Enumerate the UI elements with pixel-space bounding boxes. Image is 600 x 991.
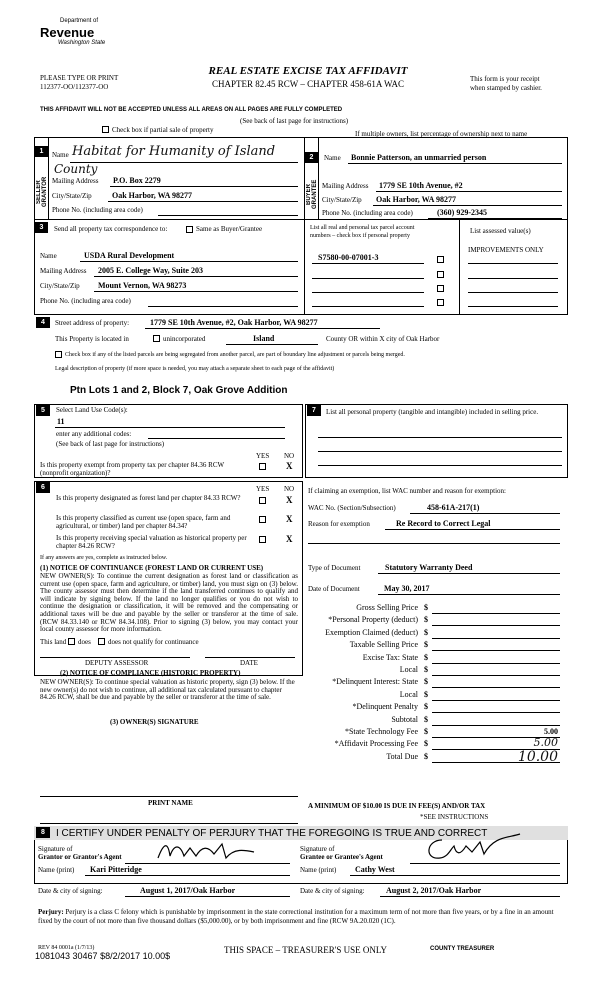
segregated-label: Check box if any of the listed parcels are being segregated from another parcel, are part of boundary line adjustment or parcels being merged. (65, 352, 405, 358)
section-2-badge: 2 (305, 152, 318, 163)
wac-line (410, 513, 560, 514)
buyer-name-line (348, 163, 562, 164)
seller-side-label: SELLER GRANTOR (36, 176, 48, 208)
wac-number[interactable]: 458-61A-217(1) (427, 503, 480, 512)
deputy-date-label: DATE (240, 659, 258, 667)
receipt-note-2: when stamped by cashier. (470, 84, 542, 92)
doc-date[interactable]: May 30, 2017 (384, 584, 430, 593)
print-note: PLEASE TYPE OR PRINT (40, 74, 119, 82)
partial-sale-checkbox[interactable] (102, 126, 109, 133)
buyer-mail[interactable]: 1779 SE 10th Avenue, #2 (379, 181, 463, 190)
perjury-title: Perjury: (38, 908, 64, 916)
historic-question: Is this property receiving special valuation as historical property per chapter 84.26 RCW? (56, 534, 247, 550)
grantee-date[interactable]: August 2, 2017/Oak Harbor (386, 886, 482, 895)
parcel-personal-checkbox-3[interactable] (437, 285, 444, 292)
fee-value[interactable]: 5.00 (544, 727, 558, 736)
owner-sig-line (40, 796, 298, 797)
fee-currency: $ (424, 615, 428, 624)
grantee-agent-label: Grantee or Grantee's Agent (300, 853, 383, 861)
corr-name-line (80, 261, 298, 262)
assessed-line-3 (468, 292, 558, 293)
fee-label: Local (399, 665, 418, 674)
assessed-line-2 (468, 278, 558, 279)
parcel-personal-checkbox-1[interactable] (437, 256, 444, 263)
fee-line (432, 663, 560, 664)
corr-mail-label: Mailing Address (40, 267, 87, 275)
fee-label: Total Due (386, 752, 418, 761)
fee-value[interactable]: 10.00 (517, 749, 558, 765)
fee-line (432, 613, 560, 614)
seller-phone-line (158, 215, 298, 216)
grantee-name-line (350, 875, 560, 876)
s6-no-header: NO (284, 485, 295, 493)
form-subtitle: CHAPTER 82.45 RCW – CHAPTER 458-61A WAC (212, 79, 404, 89)
fee-currency: $ (424, 690, 428, 699)
seller-phone-label: Phone No. (including area code) (52, 206, 143, 214)
grantor-date[interactable]: August 1, 2017/Oak Harbor (140, 886, 236, 895)
corr-city[interactable]: Mount Vernon, WA 98273 (98, 281, 187, 290)
personal-property-label: List all personal property (tangible and intangible) included in selling price. (326, 408, 539, 416)
county-line (226, 344, 318, 345)
logo-main: Revenue (40, 25, 95, 40)
land-label: This land (40, 638, 67, 646)
fee-line (432, 650, 560, 651)
fee-label: *Delinquent Interest: State (332, 677, 418, 686)
doc-type-line (378, 573, 560, 574)
grantor-name-line (85, 875, 290, 876)
fee-currency: $ (424, 739, 428, 748)
fee-currency: $ (424, 640, 428, 649)
seller-name-line (70, 162, 298, 163)
personal-property-line-1 (318, 437, 562, 438)
fee-label: Exemption Claimed (deduct) (325, 628, 418, 637)
street-label: Street address of property: (55, 319, 130, 327)
parcel-personal-checkbox-4[interactable] (437, 299, 444, 306)
perjury-text: Perjury is a class C felony which is punishable by imprisonment in the state correctional institution for a maximum term of not more than five years, or by a fine in an amount fixed by the court of not more than five thousand dollars ($5,000.00), or by both imprisonment and fine (RCW 9A.20.020 (1C). (38, 908, 554, 925)
exempt-question: Is this property exempt from property tax per chapter 84.36 RCW (nonprofit organization)? (40, 461, 224, 477)
seller-name-cont[interactable]: County (54, 162, 98, 176)
exempt-yes-checkbox[interactable] (259, 463, 266, 470)
parcel-line-2 (312, 278, 424, 279)
section-3-badge: 3 (35, 222, 48, 233)
unincorporated-label: unincorporated (163, 335, 206, 343)
grantee-name-label: Name (print) (300, 866, 337, 874)
assessed-line-1 (468, 263, 558, 264)
fee-currency: $ (424, 603, 428, 612)
assessed-label: List assessed value(s) (470, 227, 531, 235)
corr-mail-line (94, 276, 298, 277)
s5-yes-header: YES (256, 452, 270, 460)
seller-mail-label: Mailing Address (52, 177, 99, 185)
grantor-agent-label: Grantor or Grantor's Agent (38, 853, 122, 861)
deputy-date-line (205, 657, 295, 658)
buyer-side-label: BUYER GRANTEE (306, 179, 318, 209)
fee-currency: $ (424, 727, 428, 736)
parcel-header-2: numbers – check box if personal property (310, 233, 410, 239)
parcel-personal-checkbox-2[interactable] (437, 271, 444, 278)
land-use-line (55, 427, 285, 428)
reason-line (385, 529, 560, 530)
seller-mail-line (110, 186, 298, 187)
improvements-label: IMPROVEMENTS ONLY (468, 246, 544, 254)
s6-instruction-note: If any answers are yes, complete as instructed below. (40, 555, 168, 561)
grantor-sig-label: Signature of (38, 845, 73, 853)
grantee-date-line (380, 896, 560, 897)
fee-label: *Delinquent Penalty (352, 702, 418, 711)
section-5-badge: 5 (36, 405, 50, 416)
see-instructions-note: *SEE INSTRUCTIONS (420, 813, 489, 821)
grantee-name[interactable]: Cathy West (355, 865, 395, 874)
buyer-phone[interactable]: (360) 929-2345 (437, 208, 487, 217)
corr-phone-line (148, 306, 298, 307)
historic-no-mark[interactable]: X (286, 534, 293, 544)
parcel-line-1 (312, 263, 424, 264)
land-not-qualify-label: does not qualify for continuance (108, 638, 199, 646)
section-4-badge: 4 (36, 317, 50, 328)
corr-city-label: City/State/Zip (40, 282, 80, 290)
grantor-date-line (125, 896, 290, 897)
parcel-line-3 (312, 292, 424, 293)
fee-currency: $ (424, 752, 428, 761)
minimum-due-note: A MINIMUM OF $10.00 IS DUE IN FEE(S) AND/OR TAX (308, 802, 486, 810)
buyer-phone-label: Phone No. (including area code) (322, 209, 413, 217)
fee-label: Subtotal (391, 715, 418, 724)
historic-title: (2) NOTICE OF COMPLIANCE (HISTORIC PROPERTY) (60, 669, 241, 677)
street-address[interactable]: 1779 SE 10th Avenue, #2, Oak Harbor, WA 98277 (150, 318, 318, 327)
buyer-name[interactable]: Bonnie Patterson, an unmarried person (351, 153, 487, 162)
current-use-question: Is this property classified as current use (open space, farm and agricultural, or timber) land per chapter 84.34? (56, 514, 231, 530)
warning: THIS AFFIDAVIT WILL NOT BE ACCEPTED UNLESS ALL AREAS ON ALL PAGES ARE FULLY COMPLETED (40, 107, 343, 113)
county-treasurer-label: COUNTY TREASURER (430, 946, 495, 952)
rev-number: REV 84 0001a (1/7/13) (38, 945, 95, 951)
land-use-label: Select Land Use Code(s): (56, 406, 128, 414)
seller-city-label: City/State/Zip (52, 192, 92, 200)
section-7-badge: 7 (307, 405, 321, 416)
logo-dept: Department of (60, 18, 99, 24)
assessed-divider (459, 219, 460, 315)
exemption-reason[interactable]: Re Record to Correct Legal (396, 519, 491, 528)
file-number: 112377-OO/112377-OO (40, 83, 109, 91)
exempt-no-mark[interactable]: X (286, 461, 293, 471)
assessed-line-4 (468, 306, 558, 307)
fee-line (432, 700, 560, 701)
seller-name-label: Name (52, 151, 69, 159)
fee-label: Taxable Selling Price (349, 640, 418, 649)
seller-mail[interactable]: P.O. Box 2279 (113, 176, 161, 185)
grantor-name[interactable]: Kari Pitteridge (90, 865, 142, 874)
land-use-code[interactable]: 11 (57, 417, 65, 426)
grantee-date-label: Date & city of signing: (300, 887, 365, 895)
fee-line (432, 712, 560, 713)
seller-city[interactable]: Oak Harbor, WA 98277 (112, 191, 193, 200)
grantor-sig-line (125, 863, 290, 864)
partial-sale-label: Check box if partial sale of property (112, 126, 214, 134)
same-as-buyer-checkbox[interactable] (186, 226, 193, 233)
fee-currency: $ (424, 677, 428, 686)
city-within-label: County OR within X city of Oak Harbor (326, 335, 440, 343)
street-line (145, 328, 380, 329)
parcel-number[interactable]: S7580-00-07001-3 (318, 253, 379, 262)
corr-name-label: Name (40, 252, 57, 260)
parcel-line-4 (312, 306, 424, 307)
fee-currency: $ (424, 665, 428, 674)
print-name-line (40, 823, 298, 824)
fee-label: Gross Selling Price (356, 603, 418, 612)
seller-name[interactable]: Habitat for Humanity of Island (72, 144, 276, 159)
located-label: This Property is located in (55, 335, 129, 343)
seller-strip-edge (48, 137, 49, 219)
fee-currency: $ (424, 715, 428, 724)
fee-line (432, 687, 560, 688)
land-not-qualify-checkbox[interactable] (98, 638, 105, 645)
corr-phone-label: Phone No. (including area code) (40, 297, 131, 305)
parcel-header-1: List all real and personal tax parcel account (310, 225, 415, 231)
correspondence-label: Send all property tax correspondence to: (54, 225, 168, 233)
forest-yes-checkbox[interactable] (259, 497, 266, 504)
buyer-name-label: Name (324, 154, 341, 162)
fee-currency: $ (424, 628, 428, 637)
see-back: (See back of last page for instructions) (240, 117, 349, 125)
doc-type[interactable]: Statutory Warranty Deed (385, 563, 473, 572)
unincorporated-checkbox[interactable] (153, 335, 160, 342)
additional-codes-line (148, 438, 285, 439)
reason-label: Reason for exemption (308, 520, 370, 528)
section-6-badge: 6 (36, 482, 50, 493)
grantor-signature[interactable] (150, 838, 270, 866)
additional-codes-label: enter any additional codes: (56, 430, 132, 438)
recording-stamp: 1081043 30467 $8/2/2017 10.00$ (35, 951, 171, 961)
corr-city-line (94, 291, 298, 292)
fee-label: Excise Tax: State (362, 653, 418, 662)
seller-city-line (108, 201, 298, 202)
forest-question: Is this property designated as forest land per chapter 84.33 RCW? (56, 494, 241, 502)
doc-date-line (378, 594, 560, 595)
section-1-badge: 1 (35, 146, 48, 157)
personal-property-line-2 (318, 451, 562, 452)
historic-yes-checkbox[interactable] (259, 536, 266, 543)
current-use-no-mark[interactable]: X (286, 514, 293, 524)
segregated-checkbox[interactable] (55, 351, 62, 358)
current-use-yes-checkbox[interactable] (259, 516, 266, 523)
doc-date-label: Date of Document (308, 585, 360, 593)
land-does-checkbox[interactable] (68, 638, 75, 645)
form-title: REAL ESTATE EXCISE TAX AFFIDAVIT (208, 65, 408, 77)
certify-statement: I CERTIFY UNDER PENALTY OF PERJURY THAT THE FOREGOING IS TRUE AND CORRECT (56, 828, 488, 839)
s6-yes-header: YES (256, 485, 270, 493)
print-name-label: PRINT NAME (148, 799, 193, 807)
deputy-line (40, 657, 190, 658)
continuance-title: (1) NOTICE OF CONTINUANCE (FOREST LAND OR CURRENT USE) (40, 564, 264, 572)
continuance-text: NEW OWNER(S): To continue the current designation as forest land or classification as current use (open space, farm and agriculture, or timber) land, you must sign on (3) below. The county assessor must then determine if the land transferred continues to qualify and will indicate by signing below. If the land no longer qualifies or you do not wish to continue the designation or classification, it will be removed and the compensating or additional taxes will be due and payable by the seller or transferor at the time of sale. (RCW 84.33.140 or RCW 84.34.108). Prior to signing (3) below, you may contact your local county assessor for more information. (40, 572, 298, 634)
legal-description[interactable]: Ptn Lots 1 and 2, Block 7, Oak Grove Addition (70, 385, 288, 396)
fee-value[interactable]: 5.00 (533, 736, 558, 749)
treasurer-use-label: THIS SPACE – TREASURER'S USE ONLY (224, 945, 388, 955)
wac-label: WAC No. (Section/Subsection) (308, 504, 396, 512)
legal-desc-label: Legal description of property (if more space is needed, you may attach a separate sheet to each page of the affidavit) (55, 366, 335, 372)
parties-hdivider (34, 219, 568, 220)
buyer-city-line (373, 205, 562, 206)
section-8-badge: 8 (36, 827, 50, 838)
fee-line (432, 725, 560, 726)
s5-see-back: (See back of last page for instructions) (56, 440, 165, 448)
fee-label: Local (399, 690, 418, 699)
corr-mail[interactable]: 2005 E. College Way, Suite 203 (98, 266, 203, 275)
land-does-label: does (78, 638, 91, 646)
parties-divider (304, 137, 305, 315)
buyer-city[interactable]: Oak Harbor, WA 98277 (376, 195, 457, 204)
grantor-date-label: Date & city of signing: (38, 887, 103, 895)
grantor-name-label: Name (print) (38, 866, 75, 874)
fee-label: *Affidavit Processing Fee (334, 739, 418, 748)
fee-label: *State Technology Fee (344, 727, 418, 736)
buyer-strip-edge (318, 137, 319, 219)
buyer-city-label: City/State/Zip (322, 196, 362, 204)
logo-state: Washington State (58, 40, 106, 46)
multiple-owners-note: If multiple owners, list percentage of ownership next to name (355, 130, 528, 138)
exemption-claim-label: If claiming an exemption, list WAC number and reason for exemption: (308, 487, 506, 495)
fee-currency: $ (424, 653, 428, 662)
fee-line (432, 638, 560, 639)
receipt-note-1: This form is your receipt (470, 75, 540, 83)
buyer-mail-line (376, 191, 562, 192)
grantee-signature[interactable] (420, 832, 530, 864)
buyer-mail-label: Mailing Address (322, 182, 369, 190)
same-as-buyer-label: Same as Buyer/Grantee (196, 225, 263, 233)
personal-property-line-3 (318, 465, 562, 466)
fee-label: *Personal Property (deduct) (328, 615, 418, 624)
s5-no-header: NO (284, 452, 295, 460)
perjury-statement (38, 908, 566, 925)
historic-text: NEW OWNER(S): To continue special valuation as historic property, sign (3) below. If the new owner(s) do not wish to continue, all additional tax calculated pursuant to chapter 84.26 RCW, shall be due and payable by the seller or transferor at the time of sale. (40, 678, 295, 702)
grantee-sig-label: Signature of (300, 845, 335, 853)
owner-signature-label: (3) OWNER(S) SIGNATURE (110, 718, 199, 726)
buyer-phone-line (428, 218, 562, 219)
grantee-sig-line (410, 863, 560, 864)
corr-name[interactable]: USDA Rural Development (84, 251, 175, 260)
doc-type-label: Type of Document (308, 564, 361, 572)
county-name[interactable]: Island (253, 334, 275, 343)
fee-currency: $ (424, 702, 428, 711)
fee-line (432, 675, 560, 676)
reason-line-2 (308, 543, 560, 544)
fee-line (432, 625, 560, 626)
forest-no-mark[interactable]: X (286, 495, 293, 505)
deputy-label: DEPUTY ASSESSOR (85, 659, 149, 667)
